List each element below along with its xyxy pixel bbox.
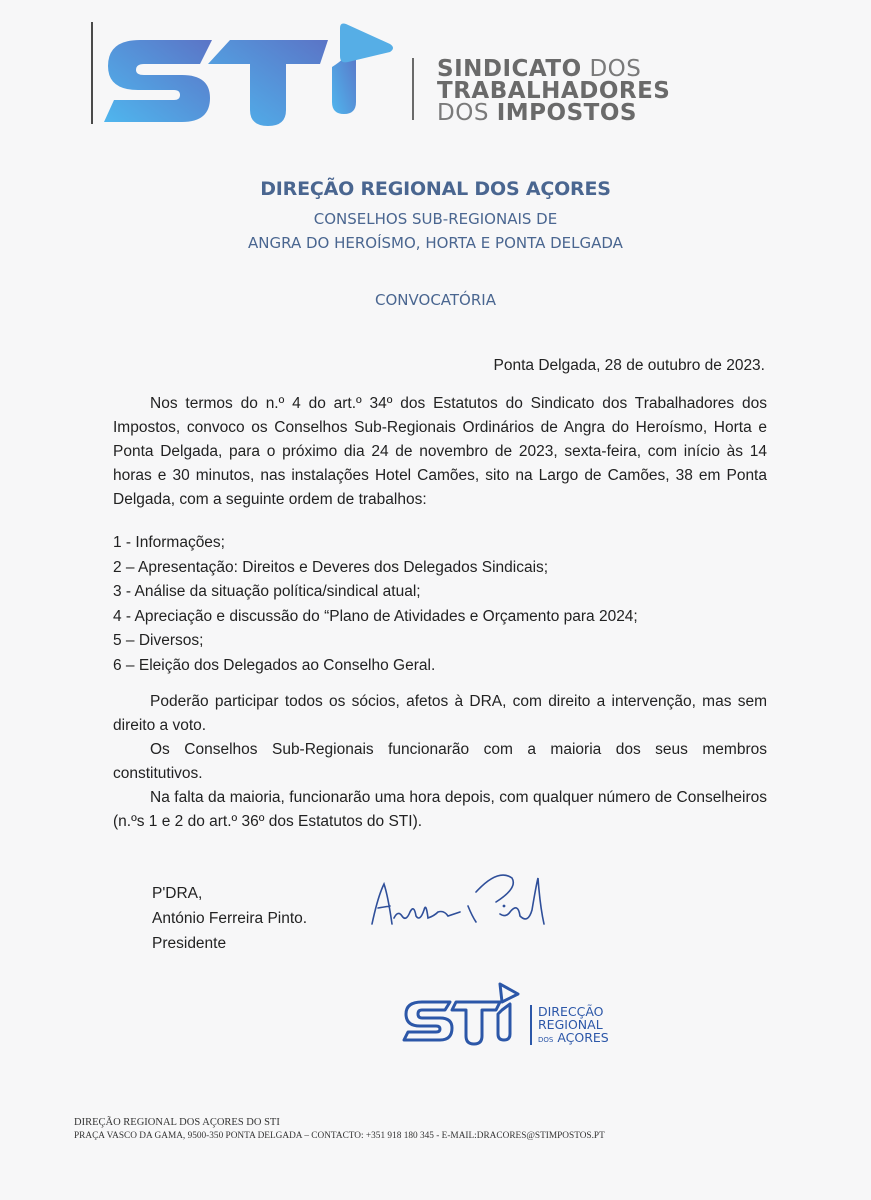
logo-letter-t [208,40,328,126]
regional-logo-text [538,1005,609,1047]
date-line: Ponta Delgada, 28 de outubro de 2023. [493,357,765,374]
org-name-word: DOS [581,56,642,82]
agenda-item: 5 – Diversos; [113,632,204,649]
document-subtitle-locations: ANGRA DO HEROÍSMO, HORTA E PONTA DELGADA [248,234,623,252]
org-name-word: TRABALHADORES [437,78,671,104]
sti-logo-icon [100,22,410,132]
regional-logo-line: DOS [538,1036,554,1044]
closing-paragraph: Os Conselhos Sub-Regionais funcionarão com a maioria dos seus membros constitutivos. [113,741,767,782]
closing-paragraph: Na falta da maioria, funcionarão uma hora depois, com qualquer número de Conselheiros (n.ºs 1 e 2 do art.º 36º dos Estatutos do STI). [113,789,767,830]
org-name-word: SINDICATO [437,56,582,82]
document-subtitle: CONSELHOS SUB-REGIONAIS DE [313,210,558,228]
handwritten-signature-icon [368,866,568,936]
document-title: DIREÇÃO REGIONAL DOS AÇORES [260,178,611,200]
signature-on-behalf: P'DRA, [152,885,203,902]
closing-paragraph: Poderão participar todos os sócios, afetos à DRA, com direito a intervenção, mas sem direito a voto. [113,693,767,734]
org-name-word: IMPOSTOS [496,100,637,126]
closing-paragraphs [113,690,767,834]
regional-logo-line: AÇORES [557,1030,609,1045]
intro-paragraph: Nos termos do n.º 4 do art.º 34º dos Estatutos do Sindicato dos Trabalhadores dos Impostos, convoco os Conselhos Sub-Regionais Ordinários de Angra do Heroísmo, Horta e Ponta Delgada, para o próximo dia 24 de novembro de 2023, sexta-feira, com início às 14 horas e 30 minutos, nas instalações Hotel Camões, sito na Largo de Camões, 38 em Ponta Delgada, com a seguinte ordem de trabalhos: [113,395,767,508]
regional-logo-line: DIRECÇÃO [538,1004,604,1019]
agenda-item: 4 - Apreciação e discussão do “Plano de Atividades e Orçamento para 2024; [113,607,638,625]
signatory-role: Presidente [152,935,227,952]
agenda-item: 6 – Eleição dos Delegados ao Conselho Geral. [113,656,436,674]
header-left-rule [91,22,93,124]
signature-block [152,881,307,956]
agenda-list [113,531,767,678]
agenda-item: 2 – Apresentação: Direitos e Deveres dos Delegados Sindicais; [113,558,549,576]
logo-letter-s [104,40,212,122]
org-name [437,58,670,124]
sti-regional-logo-icon [400,978,522,1048]
footer-org: DIREÇÃO REGIONAL DOS AÇORES DO STI [74,1117,280,1128]
document-type: CONVOCATÓRIA [375,291,496,309]
regional-logo-separator [530,1005,532,1045]
org-name-word: DOS [437,100,497,126]
logo-play-triangle [340,24,393,63]
agenda-item: 3 - Análise da situação política/sindical atual; [113,583,421,600]
logo-separator [412,58,414,120]
agenda-item: 1 - Informações; [113,534,225,551]
signatory-name: António Ferreira Pinto. [152,910,308,927]
footer-contact: PRAÇA VASCO DA GAMA, 9500-350 PONTA DELGADA – CONTACTO: +351 918 180 345 - E-MAIL:DRACORES@STIMPOSTOS.PT [74,1131,605,1141]
regional-logo-line: REGIONAL [538,1017,603,1032]
footer [74,1116,605,1143]
